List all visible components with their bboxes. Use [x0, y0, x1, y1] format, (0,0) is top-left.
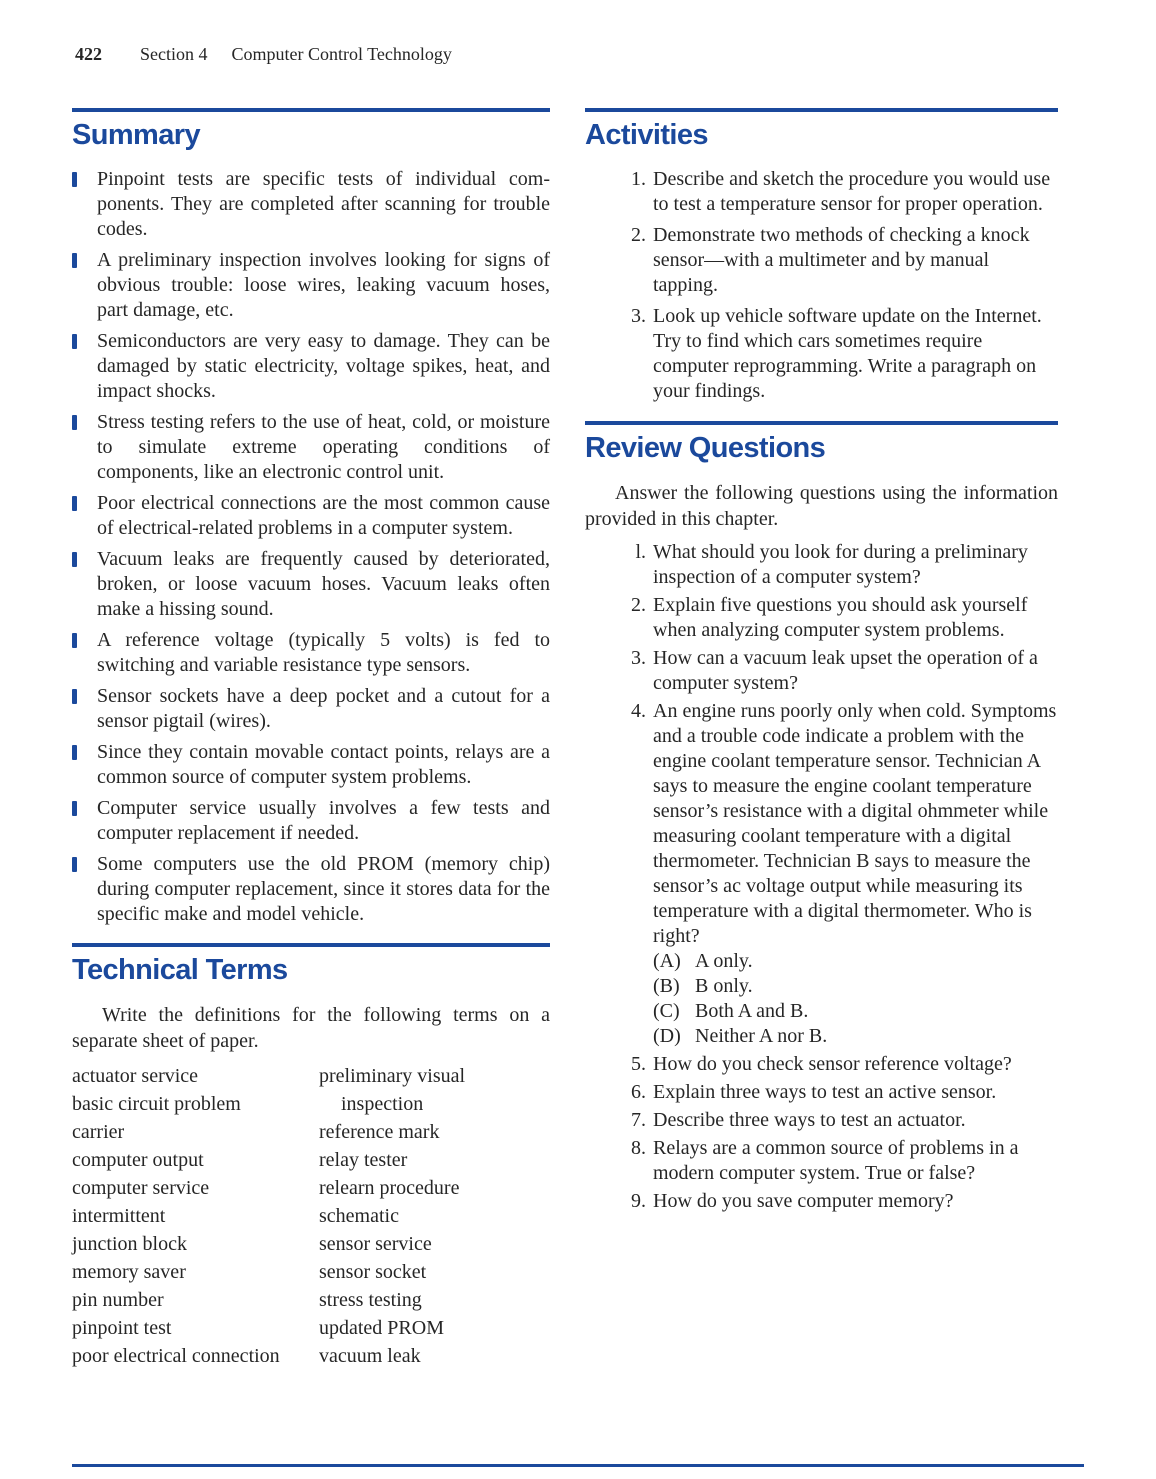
term: stress testing [319, 1289, 422, 1311]
activity-item [585, 167, 1058, 217]
bullet-icon [72, 415, 77, 430]
summary-bullet [72, 167, 550, 242]
term: intermittent [72, 1205, 166, 1227]
term: junction block [72, 1233, 187, 1255]
choice-row [653, 1024, 1058, 1049]
item-number: 3. [631, 305, 646, 327]
term: vacuum leak [319, 1345, 421, 1367]
activities-rule [585, 108, 1058, 112]
bullet-text: Semiconductors are very easy to damage. They can be damaged by static electricity, voltage spikes, heat, and impact shocks. [97, 330, 550, 402]
item-text [653, 699, 1058, 1049]
item-text: Describe and sketch the procedure you would use to test a temperature sensor for proper operation. [653, 168, 1051, 215]
bullet-icon [72, 496, 77, 511]
item-number: 5. [631, 1053, 646, 1075]
item-number: 9. [631, 1190, 646, 1212]
term: reference mark [319, 1121, 440, 1143]
choice-label: (B) [653, 975, 680, 997]
bullet-text: Some computers use the old PROM (memory chip) during computer replacement, since it stores data for the specific make and model vehicle. [97, 853, 550, 925]
review-item [585, 1189, 1058, 1214]
review-item [585, 646, 1058, 696]
bullet-icon [72, 689, 77, 704]
bullet-text: Sensor sockets have a deep pocket and a cutout for a sensor pigtail (wires). [97, 685, 550, 732]
item-number: 8. [631, 1137, 646, 1159]
term: actuator service [72, 1065, 199, 1087]
summary-bullet [72, 796, 550, 846]
item-text-main: An engine runs poorly only when cold. Symptoms and a trouble code indicate a problem with the engine coolant temperature sensor. Technician A says to measure the engine coolant temperature sensor’s resistance with a digital ohmmeter while measuring coolant temperature with a digital thermometer. Technician B says to measure the sensor’s ac voltage output while measuring its temperature with a digital thermometer. Who is right? [653, 700, 1057, 947]
term: basic circuit problem [72, 1093, 241, 1115]
summary-bullet [72, 329, 550, 404]
bullet-text: A reference voltage (typically 5 volts) is fed to switching and variable resistance type sensors. [97, 629, 550, 676]
summary-bullet [72, 248, 550, 323]
bullet-text: Since they contain movable contact points, relays are a common source of computer system problems. [97, 741, 550, 788]
term: computer output [72, 1149, 204, 1171]
item-text: Explain three ways to test an active sensor. [653, 1081, 997, 1103]
summary-bullet [72, 547, 550, 622]
chapter-title: Computer Control Technology [231, 44, 452, 64]
choice-row [653, 974, 1058, 999]
item-number: 1. [631, 168, 646, 190]
terms-columns [72, 1062, 550, 1370]
bullet-icon [72, 857, 77, 872]
choice-label: (C) [653, 1000, 680, 1022]
technical-terms-intro: Write the definitions for the following terms on a separate sheet of paper. [72, 1004, 550, 1052]
review-item [585, 1136, 1058, 1186]
bullet-icon [72, 552, 77, 567]
item-text: Demonstrate two methods of checking a knock sensor—with a multimeter and by manual tapping. [653, 224, 1030, 296]
term: carrier [72, 1121, 125, 1143]
bullet-icon [72, 801, 77, 816]
bullet-text: A preliminary inspection involves looking for signs of obvious trouble: loose wires, leaking vacuum hoses, part damage, etc. [97, 249, 550, 321]
activities-heading: Activities [585, 119, 708, 151]
review-item [585, 1080, 1058, 1105]
item-number: 6. [631, 1081, 646, 1103]
review-item [585, 593, 1058, 643]
bullet-icon [72, 334, 77, 349]
activity-item [585, 223, 1058, 298]
bullet-text: Computer service usually involves a few tests and computer replacement if needed. [97, 797, 550, 844]
right-column [585, 108, 1058, 1217]
review-questions-list [585, 540, 1058, 1214]
term: preliminary visual inspection [319, 1065, 466, 1115]
review-item [585, 1108, 1058, 1133]
choice-text: Neither A nor B. [695, 1025, 828, 1047]
item-number: 3. [631, 647, 646, 669]
item-text: Relays are a common source of problems in a modern computer system. True or false? [653, 1137, 1019, 1184]
page-number: 422 [75, 44, 102, 64]
activities-list [585, 167, 1058, 404]
term: memory saver [72, 1261, 186, 1283]
summary-list [72, 167, 550, 927]
bottom-rule [72, 1464, 1084, 1467]
review-item [585, 699, 1058, 1049]
review-item [585, 540, 1058, 590]
summary-heading: Summary [72, 119, 200, 151]
activity-item [585, 304, 1058, 404]
item-number: 2. [631, 594, 646, 616]
term: schematic [319, 1205, 399, 1227]
choice-row [653, 949, 1058, 974]
terms-column-2 [319, 1062, 544, 1370]
term: pin number [72, 1289, 164, 1311]
term: sensor service [319, 1233, 432, 1255]
summary-bullet [72, 491, 550, 541]
term: relearn procedure [319, 1177, 460, 1199]
left-column [72, 108, 550, 1370]
summary-bullet [72, 740, 550, 790]
choice-label: (D) [653, 1025, 681, 1047]
item-number: 4. [631, 700, 646, 722]
item-text: How do you check sensor reference voltage? [653, 1053, 1012, 1075]
choice-text: Both A and B. [695, 1000, 809, 1022]
choice-text: A only. [695, 950, 753, 972]
summary-bullet [72, 684, 550, 734]
terms-column-1 [72, 1062, 297, 1370]
review-questions-rule [585, 421, 1058, 425]
technical-terms-section [72, 943, 550, 1370]
technical-terms-heading: Technical Terms [72, 954, 288, 986]
item-number: 7. [631, 1109, 646, 1131]
review-questions-heading: Review Questions [585, 432, 826, 464]
bullet-icon [72, 745, 77, 760]
review-item [585, 1052, 1058, 1077]
item-text: How can a vacuum leak upset the operation of a computer system? [653, 647, 1038, 694]
summary-bullet [72, 628, 550, 678]
section-label: Section 4 [140, 44, 208, 64]
technical-terms-rule [72, 943, 550, 947]
item-number: 2. [631, 224, 646, 246]
term: relay tester [319, 1149, 408, 1171]
item-text: Describe three ways to test an actuator. [653, 1109, 966, 1131]
term: sensor socket [319, 1261, 427, 1283]
choice-row [653, 999, 1058, 1024]
bullet-icon [72, 633, 77, 648]
review-questions-intro: Answer the following questions using the information provided in this chapter. [585, 482, 1058, 530]
summary-bullet [72, 410, 550, 485]
term: poor electrical connection [72, 1345, 280, 1367]
bullet-text: Poor electrical connections are the most common cause of electrical-related problems in a computer system. [97, 492, 550, 539]
item-text: How do you save computer memory? [653, 1190, 954, 1212]
item-text: Explain five questions you should ask yourself when analyzing computer system problems. [653, 594, 1028, 641]
bullet-icon [72, 253, 77, 268]
bullet-text: Stress testing refers to the use of heat, cold, or moisture to simulate extreme operating conditions of components, like an electronic control unit. [97, 411, 550, 483]
review-questions-section [585, 421, 1058, 1214]
choice-text: B only. [695, 975, 753, 997]
summary-bullet [72, 852, 550, 927]
item-text: Look up vehicle software update on the Internet. Try to find which cars sometimes require computer reprogramming. Write a paragraph on your findings. [653, 305, 1042, 402]
bullet-text: Pinpoint tests are specific tests of individual components. They are completed after scanning for trouble codes. [97, 168, 550, 240]
choice-label: (A) [653, 950, 681, 972]
summary-rule [72, 108, 550, 112]
term: pinpoint test [72, 1317, 172, 1339]
item-number: l. [635, 541, 646, 563]
term: updated PROM [319, 1317, 444, 1339]
running-head [75, 44, 452, 65]
bullet-text: Vacuum leaks are frequently caused by deteriorated, broken, or loose vacuum hoses. Vacuum leaks often make a hissing sound. [97, 548, 550, 620]
bullet-icon [72, 172, 77, 187]
item-text: What should you look for during a preliminary inspection of a computer system? [653, 541, 1028, 588]
term: computer service [72, 1177, 210, 1199]
